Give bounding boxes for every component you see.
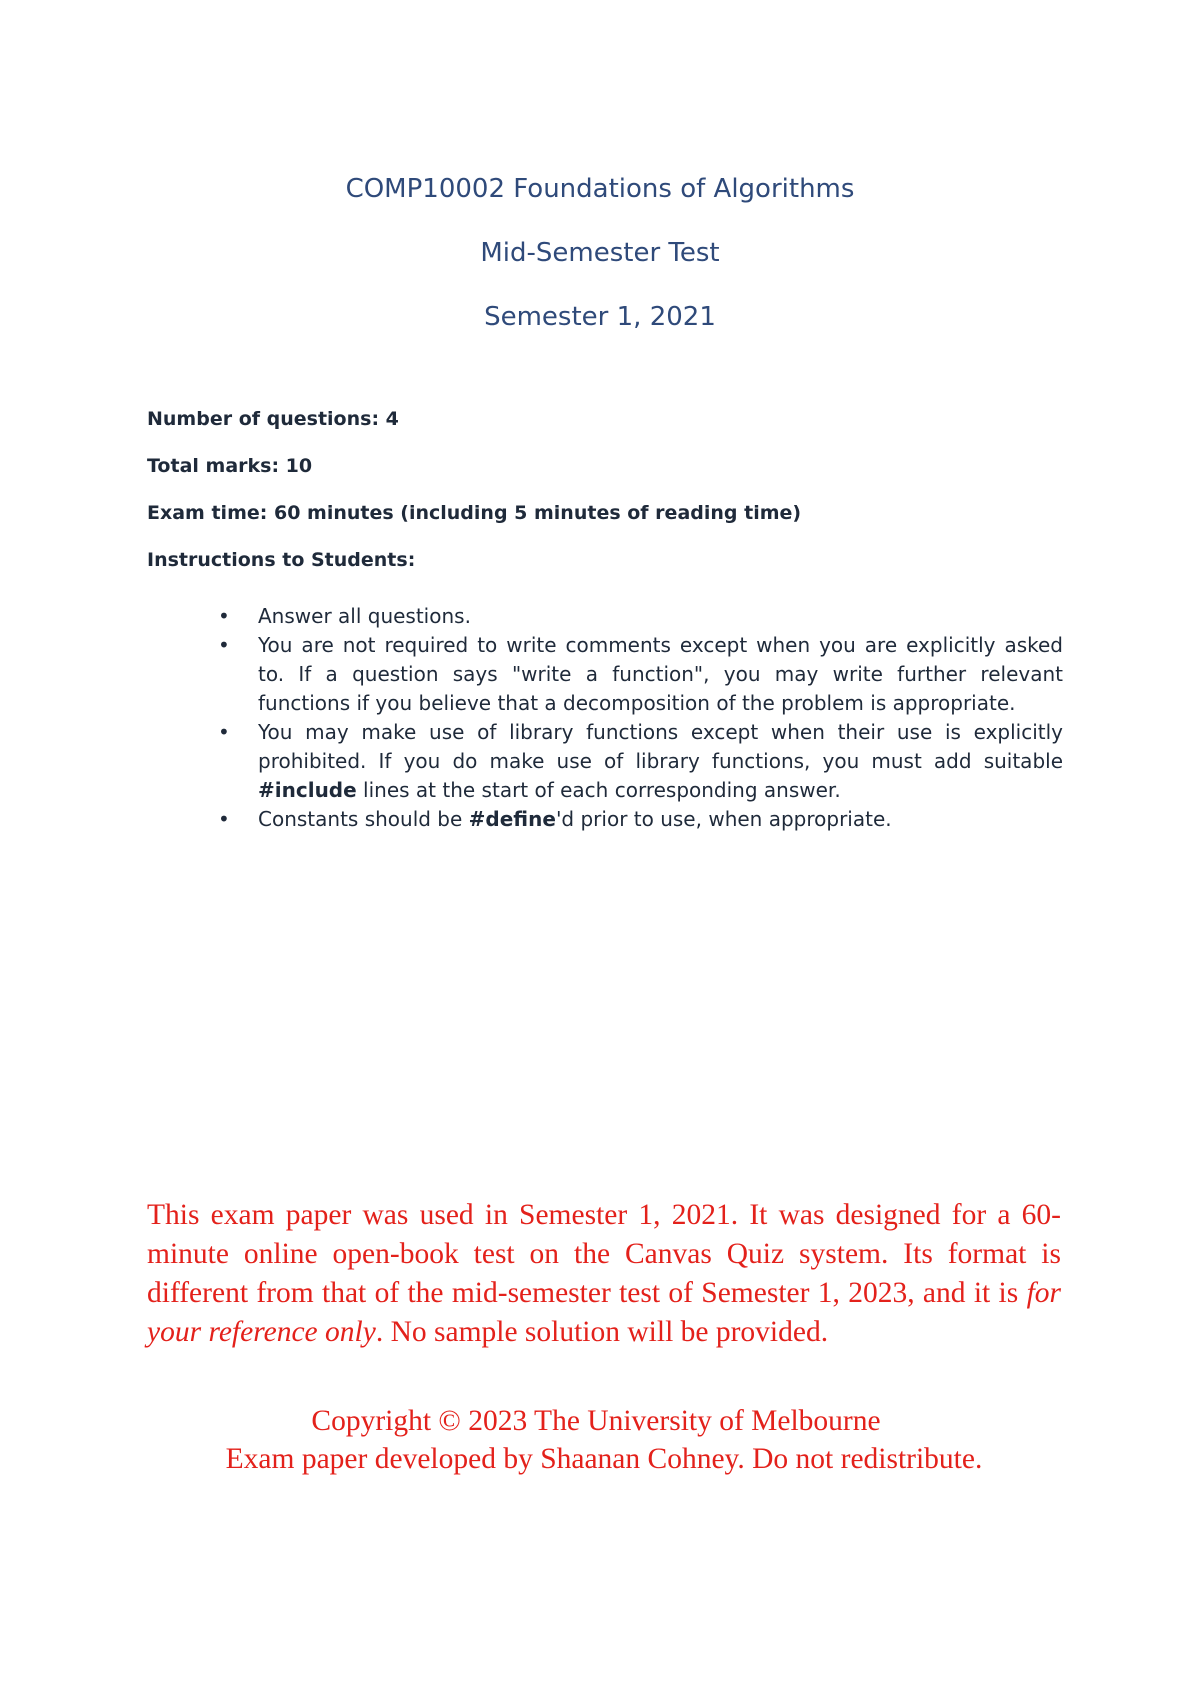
test-title: Mid-Semester Test [480, 238, 720, 268]
copyright-line: Copyright © 2023 The University of Melbourne [311, 1405, 881, 1437]
instruction-text: Answer all questions. [258, 604, 471, 628]
marks-value: 10 [285, 455, 313, 477]
reference-notice [147, 1196, 1061, 1352]
instruction-text: lines at the start of each corresponding answer. [356, 778, 841, 802]
list-item [218, 718, 1063, 805]
instructions-list [218, 602, 1063, 834]
bullet-icon: • [218, 633, 230, 657]
total-marks [147, 455, 312, 477]
bullet-icon: • [218, 720, 230, 744]
notice-text-end: . No sample solution will be provided. [375, 1316, 829, 1348]
time-label: Exam time: [147, 502, 274, 524]
list-item [218, 805, 1063, 834]
notice-emphasis: for your reference only [147, 1277, 1061, 1348]
bullet-icon: • [218, 807, 230, 831]
course-title: COMP10002 Foundations of Algorithms [345, 174, 855, 204]
notice-text: This exam paper was used in Semester 1, 2021. It was designed for a 60-minute online open-book test on the Canvas Quiz system. Its format is different from that of the mid-semester test of Semester 1, 2023, and it is [147, 1199, 1061, 1309]
instruction-text: 'd prior to use, when appropriate. [555, 807, 892, 831]
number-of-questions [147, 408, 399, 430]
list-item [218, 602, 1063, 631]
instruction-text: Constants should be [258, 807, 469, 831]
questions-value: 4 [385, 408, 399, 430]
list-item [218, 631, 1063, 718]
instructions-heading: Instructions to Students: [147, 549, 416, 571]
questions-label: Number of questions: [147, 408, 386, 430]
time-value: 60 minutes (including 5 minutes of reading time) [273, 502, 802, 524]
instruction-text: You may make use of library functions except when their use is explicitly prohibited. If you do make use of library functions, you must add suitable [258, 720, 1063, 773]
semester-title: Semester 1, 2021 [484, 302, 716, 332]
marks-label: Total marks: [147, 455, 286, 477]
define-keyword: #define [468, 807, 556, 831]
developer-line: Exam paper developed by Shaanan Cohney. Do not redistribute. [225, 1443, 983, 1475]
include-keyword: #include [258, 778, 357, 802]
exam-time [147, 502, 801, 524]
instruction-text: You are not required to write comments except when you are explicitly asked to. If a question says "write a function", you may write further relevant functions if you believe that a decomposition of the problem is appropriate. [258, 633, 1063, 715]
bullet-icon: • [218, 604, 230, 628]
